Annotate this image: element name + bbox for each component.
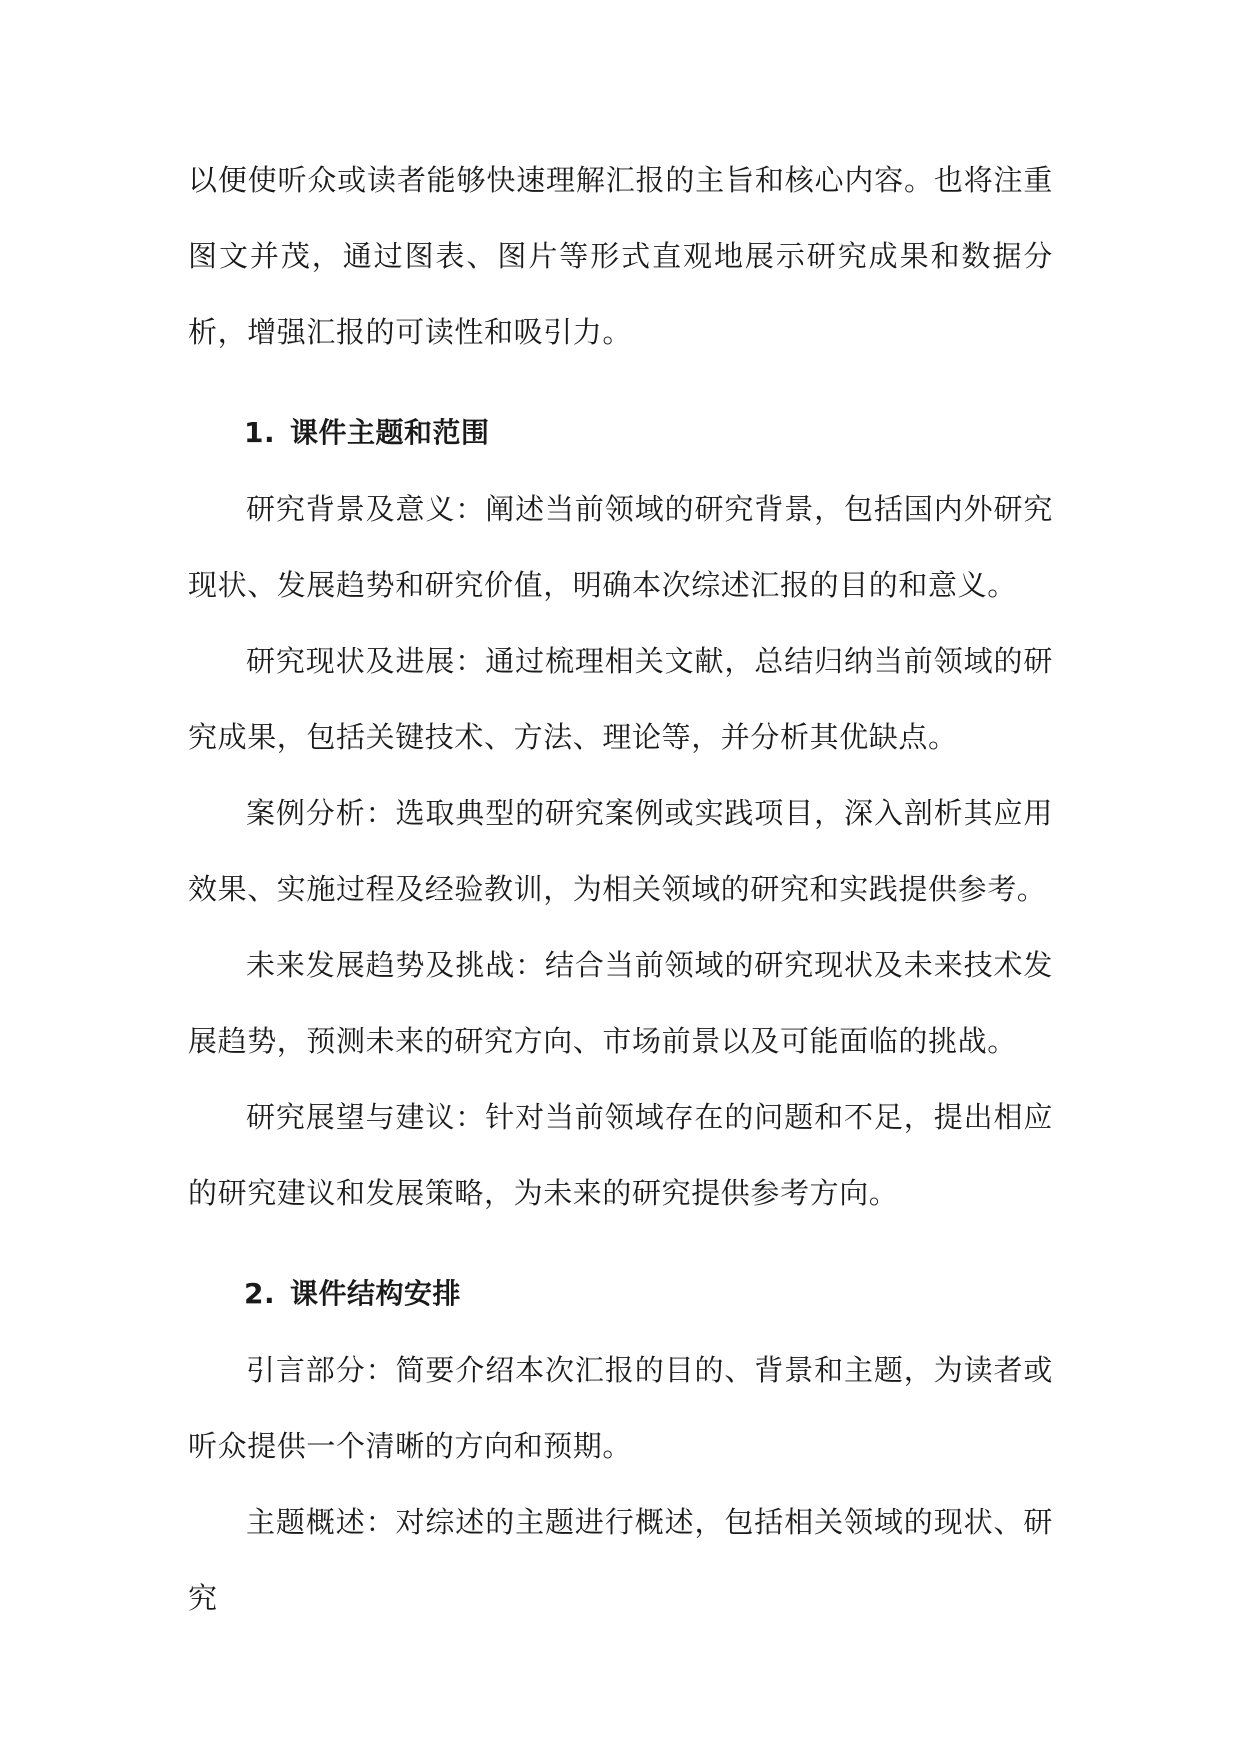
intro-paragraph: 以便使听众或读者能够快速理解汇报的主旨和核心内容。也将注重图文并茂，通过图表、图片等形式直观地展示研究成果和数据分析，增强汇报的可读性和吸引力。: [188, 163, 1053, 349]
paragraph-outlook: 研究展望与建议：针对当前领域存在的问题和不足，提出相应的研究建议和发展策略，为未来的研究提供参考方向。: [188, 1100, 1053, 1210]
paragraph-future-trends: 未来发展趋势及挑战：结合当前领域的研究现状及未来技术发展趋势，预测未来的研究方向、市场前景以及可能面临的挑战。: [188, 948, 1053, 1058]
paragraph-case-analysis: 案例分析：选取典型的研究案例或实践项目，深入剖析其应用效果、实施过程及经验教训，为相关领域的研究和实践提供参考。: [188, 796, 1053, 906]
document-body: [188, 142, 1053, 1636]
section-2-title: 课件结构安排: [290, 1277, 462, 1310]
section-2-heading: [188, 1256, 1053, 1332]
section-2-number: 2.: [244, 1277, 276, 1310]
paragraph-topic-overview: 主题概述：对综述的主题进行概述，包括相关领域的现状、研究: [188, 1505, 1053, 1615]
section-1-number: 1.: [244, 416, 276, 449]
paragraph-introduction: 引言部分：简要介绍本次汇报的目的、背景和主题，为读者或听众提供一个清晰的方向和预期。: [188, 1353, 1053, 1463]
paragraph-research-background: 研究背景及意义：阐述当前领域的研究背景，包括国内外研究现状、发展趋势和研究价值，明确本次综述汇报的目的和意义。: [188, 492, 1053, 602]
paragraph-research-status: 研究现状及进展：通过梳理相关文献，总结归纳当前领域的研究成果，包括关键技术、方法、理论等，并分析其优缺点。: [188, 644, 1053, 754]
section-1-heading: [188, 395, 1053, 471]
section-1-title: 课件主题和范围: [290, 416, 490, 449]
